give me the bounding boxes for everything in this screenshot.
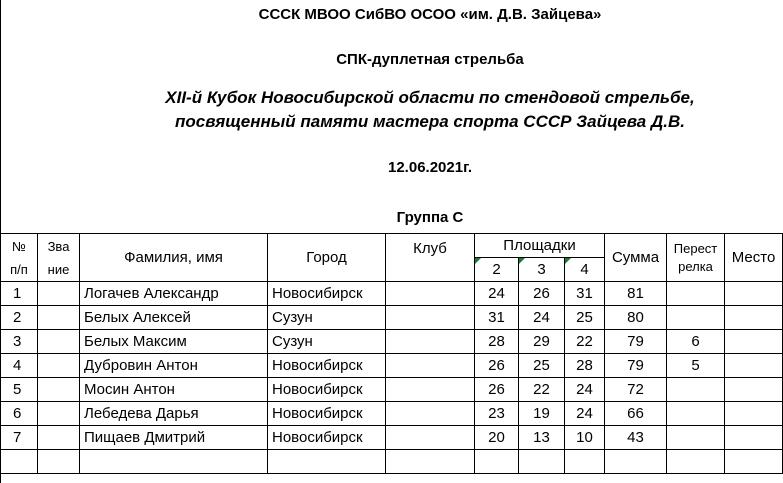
col-platforms-header: Площадки xyxy=(475,234,605,258)
col-rank-line2: ние xyxy=(47,261,70,277)
event-title xyxy=(60,86,783,134)
row-rank-cell xyxy=(38,282,80,306)
row-platform-2-cell: 24 xyxy=(475,282,519,306)
row-rank-cell xyxy=(38,402,80,426)
row-platform-3-cell xyxy=(519,450,565,474)
row-sum-cell: 43 xyxy=(605,426,667,450)
row-place-cell xyxy=(725,306,783,330)
row-name-cell: Пищаев Дмитрий xyxy=(80,426,268,450)
table-row xyxy=(1,330,783,354)
col-rank-header xyxy=(38,234,80,282)
row-city-cell: Новосибирск xyxy=(268,282,386,306)
row-sum-cell xyxy=(605,450,667,474)
col-club-header: Клуб xyxy=(386,234,475,282)
row-rank-cell xyxy=(38,426,80,450)
row-name-cell: Мосин Антон xyxy=(80,378,268,402)
col-num-line2: п/п xyxy=(10,261,28,277)
row-shootoff-cell xyxy=(667,306,725,330)
row-name-cell: Логачев Александр xyxy=(80,282,268,306)
results-body xyxy=(1,282,783,474)
col-num-header xyxy=(1,234,38,282)
row-shootoff-cell xyxy=(667,402,725,426)
row-rank-cell xyxy=(38,450,80,474)
row-platform-4-cell: 10 xyxy=(565,426,605,450)
table-row xyxy=(1,378,783,402)
col-name-header: Фамилия, имя xyxy=(80,234,268,282)
col-place-header: Место xyxy=(725,234,783,282)
row-place-cell xyxy=(725,426,783,450)
row-platform-4-cell: 22 xyxy=(565,330,605,354)
row-num-cell: 3 xyxy=(1,330,38,354)
discipline-title: СПК-дуплетная стрельба xyxy=(336,51,524,68)
row-rank-cell xyxy=(38,354,80,378)
row-num-cell: 2 xyxy=(1,306,38,330)
results-table xyxy=(0,233,783,474)
row-platform-2-cell: 26 xyxy=(475,354,519,378)
event-title-line2: посвященный памяти мастера спорта СССР Зайцева Д.В. xyxy=(175,112,685,131)
event-date: 12.06.2021г. xyxy=(388,159,472,176)
row-city-cell: Сузун xyxy=(268,330,386,354)
row-platform-2-cell: 23 xyxy=(475,402,519,426)
row-name-cell: Белых Максим xyxy=(80,330,268,354)
row-club-cell xyxy=(386,402,475,426)
row-platform-2-cell: 20 xyxy=(475,426,519,450)
row-shootoff-cell: 6 xyxy=(667,330,725,354)
table-row xyxy=(1,306,783,330)
row-sum-cell: 81 xyxy=(605,282,667,306)
row-num-cell: 4 xyxy=(1,354,38,378)
row-club-cell xyxy=(386,306,475,330)
table-row xyxy=(1,402,783,426)
row-club-cell xyxy=(386,378,475,402)
table-row xyxy=(1,354,783,378)
row-name-cell: Белых Алексей xyxy=(80,306,268,330)
header-row xyxy=(1,234,783,258)
row-num-cell: 7 xyxy=(1,426,38,450)
row-shootoff-cell xyxy=(667,378,725,402)
row-sum-cell: 72 xyxy=(605,378,667,402)
row-platform-3-cell: 24 xyxy=(519,306,565,330)
col-shootoff-header xyxy=(667,234,725,282)
organization-title: СССК МВОО СибВО ОСОО «им. Д.В. Зайцева» xyxy=(258,6,602,23)
row-num-cell: 1 xyxy=(1,282,38,306)
row-platform-3-cell: 22 xyxy=(519,378,565,402)
row-rank-cell xyxy=(38,378,80,402)
row-shootoff-cell xyxy=(667,426,725,450)
row-platform-4-cell: 24 xyxy=(565,378,605,402)
row-city-cell xyxy=(268,450,386,474)
row-platform-3-cell: 19 xyxy=(519,402,565,426)
row-city-cell: Новосибирск xyxy=(268,402,386,426)
row-city-cell: Сузун xyxy=(268,306,386,330)
event-title-line1: XII-й Кубок Новосибирской области по стендовой стрельбе, xyxy=(165,88,695,107)
row-rank-cell xyxy=(38,306,80,330)
row-place-cell xyxy=(725,450,783,474)
row-platform-2-cell: 31 xyxy=(475,306,519,330)
row-rank-cell xyxy=(38,330,80,354)
col-shootoff-line1: Перест xyxy=(673,240,718,256)
row-shootoff-cell xyxy=(667,282,725,306)
col-num-line1: № xyxy=(12,238,26,254)
row-club-cell xyxy=(386,450,475,474)
row-name-cell: Лебедева Дарья xyxy=(80,402,268,426)
row-club-cell xyxy=(386,330,475,354)
row-sum-cell: 79 xyxy=(605,330,667,354)
row-platform-2-cell: 26 xyxy=(475,378,519,402)
row-platform-3-cell: 25 xyxy=(519,354,565,378)
row-place-cell xyxy=(725,282,783,306)
row-club-cell xyxy=(386,354,475,378)
row-city-cell: Новосибирск xyxy=(268,354,386,378)
row-sum-cell: 80 xyxy=(605,306,667,330)
row-city-cell: Новосибирск xyxy=(268,378,386,402)
table-row xyxy=(1,450,783,474)
col-platform-4-header: 4 xyxy=(565,258,605,282)
row-platform-4-cell xyxy=(565,450,605,474)
col-city-header: Город xyxy=(268,234,386,282)
row-platform-4-cell: 31 xyxy=(565,282,605,306)
row-place-cell xyxy=(725,378,783,402)
row-club-cell xyxy=(386,426,475,450)
col-sum-header: Сумма xyxy=(605,234,667,282)
row-sum-cell: 79 xyxy=(605,354,667,378)
row-place-cell xyxy=(725,330,783,354)
row-platform-4-cell: 24 xyxy=(565,402,605,426)
col-platform-2-header: 2 xyxy=(475,258,519,282)
row-platform-4-cell: 25 xyxy=(565,306,605,330)
col-platform-3-header: 3 xyxy=(519,258,565,282)
row-place-cell xyxy=(725,402,783,426)
row-platform-2-cell: 28 xyxy=(475,330,519,354)
row-platform-4-cell: 28 xyxy=(565,354,605,378)
row-place-cell xyxy=(725,354,783,378)
row-platform-2-cell xyxy=(475,450,519,474)
row-name-cell: Дубровин Антон xyxy=(80,354,268,378)
row-shootoff-cell: 5 xyxy=(667,354,725,378)
row-platform-3-cell: 29 xyxy=(519,330,565,354)
row-name-cell xyxy=(80,450,268,474)
group-title: Группа С xyxy=(396,209,464,226)
row-platform-3-cell: 26 xyxy=(519,282,565,306)
table-row xyxy=(1,282,783,306)
row-sum-cell: 66 xyxy=(605,402,667,426)
col-rank-line1: Зва xyxy=(47,238,70,254)
col-shootoff-line2: релка xyxy=(678,258,713,274)
row-city-cell: Новосибирск xyxy=(268,426,386,450)
row-platform-3-cell: 13 xyxy=(519,426,565,450)
row-club-cell xyxy=(386,282,475,306)
row-num-cell: 6 xyxy=(1,402,38,426)
row-num-cell xyxy=(1,450,38,474)
row-num-cell: 5 xyxy=(1,378,38,402)
row-shootoff-cell xyxy=(667,450,725,474)
table-row xyxy=(1,426,783,450)
